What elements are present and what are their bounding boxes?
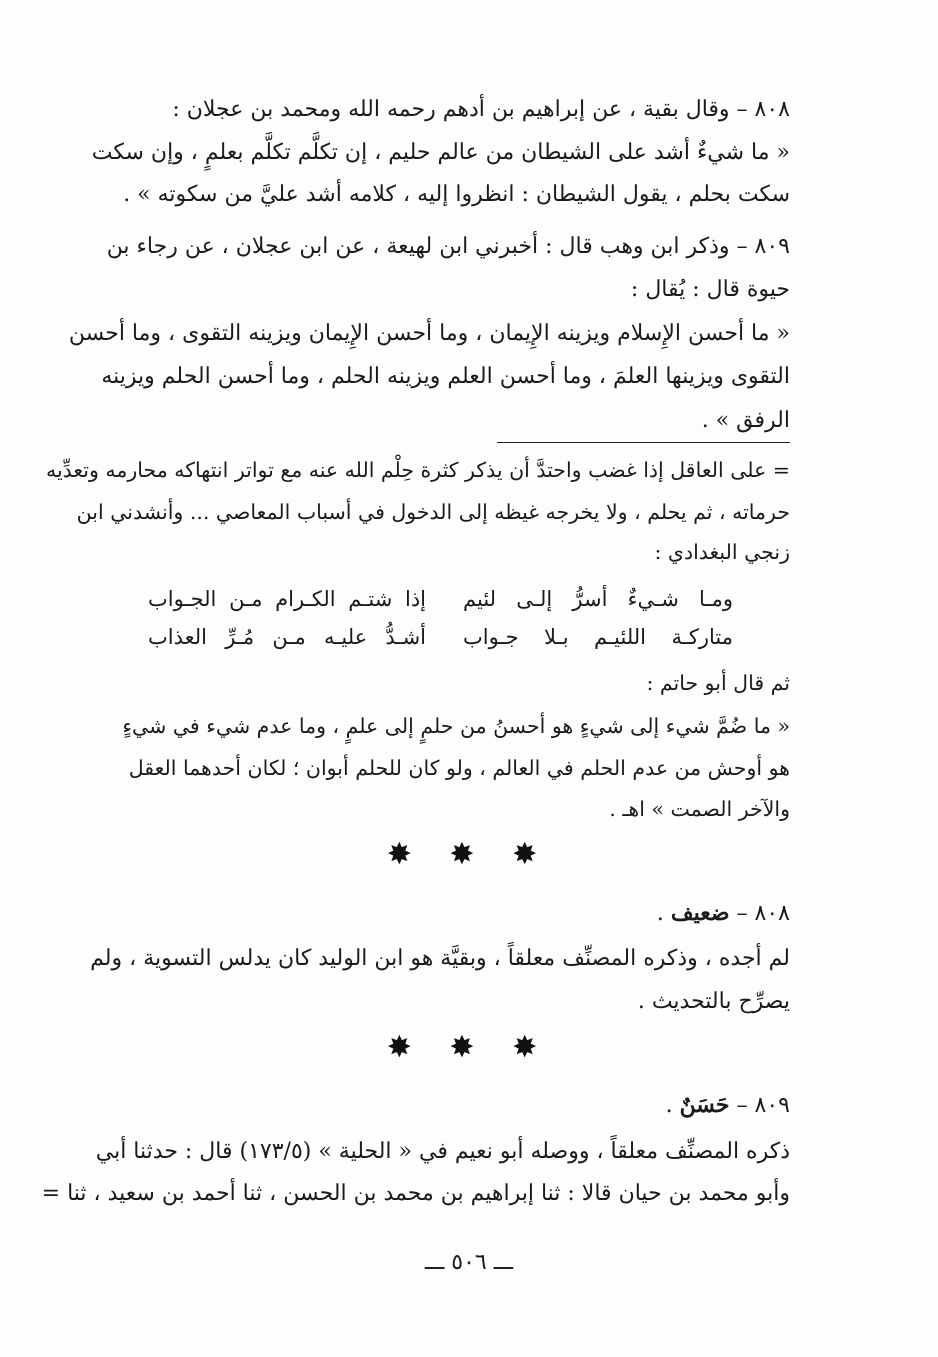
para-808-line-2: « ما شيءٌ أشد على الشيطان من عالم حليم ، إن تكلَّم تكلَّم بعلمٍ ، وإن سكت — [91, 140, 790, 165]
note-809-line-2: وأبو محمد بن حيان قالا : ثنا إبراهيم بن محمد بن الحسن ، ثنا أحمد بن سعيد ، ثنا = — [41, 1181, 790, 1206]
note-809-line-1: ذكره المصنِّف معلقاً ، ووصله أبو نعيم في « الحلية » (١٧٣/٥) قال : حدثنا أبي — [95, 1139, 790, 1164]
verse-2-first-hemistich: متاركـة اللئيـم بـلا جـواب — [463, 625, 733, 649]
note-809-period: . — [665, 1093, 673, 1118]
note-808-number: ٨٠٨ – — [736, 901, 790, 926]
section-separator-stars-2: ✸ ✸ ✸ — [386, 1030, 552, 1065]
para-808-line-1: ٨٠٨ – وقال بقية ، عن إبراهيم بن أدهم رحمه الله ومحمد بن عجلان : — [172, 97, 790, 122]
footnote-line-1: = على العاقل إذا غضب واحتدَّ أن يذكر كثرة حِلْم الله عنه مع تواتر انتهاكه محارمه وتعدِّيه — [45, 458, 790, 482]
footnote-line-2: حرماته ، ثم يحلم ، ولا يخرجه غيظه إلى الدخول في أسباب المعاصي ... وأنشدني ابن — [76, 500, 790, 524]
note-808-line-1: لم أجده ، وذكره المصنِّف معلقاً ، وبقيَّة هو ابن الوليد كان يدلس التسوية ، ولم — [90, 946, 790, 971]
section-separator-stars: ✸ ✸ ✸ — [386, 837, 552, 872]
footnote-line-7: والآخر الصمت » اهـ . — [609, 797, 790, 821]
note-808-line-2: يصرِّح بالتحديث . — [637, 989, 790, 1014]
para-808-line-3: سكت بحلم ، يقول الشيطان : انظروا إليه ، كلامه أشد عليَّ من سكوته » . — [123, 182, 790, 207]
note-809-number: ٨٠٩ – — [736, 1093, 790, 1118]
footnote-line-6: هو أوحش من عدم الحلم في العالم ، ولو كان للحلم أبوان ؛ لكان أحدهما العقل — [128, 756, 790, 780]
page-number: ـــ ٥٠٦ ـــ — [424, 1250, 514, 1275]
note-808-period: . — [656, 901, 664, 926]
verse-1-second-hemistich: إذا شتـم الكـرام مـن الجـواب — [148, 587, 426, 611]
note-809-grade: حَسَنٌ — [679, 1092, 730, 1118]
note-808-heading — [657, 897, 790, 930]
footnote-separator-rule — [497, 442, 790, 443]
footnote-line-4: ثم قال أبو حاتم : — [646, 671, 790, 695]
verse-1-first-hemistich: ومـا شـيءٌ أسرُّ إلـى لئيم — [463, 587, 733, 611]
para-809-line-4: التقوى ويزينها العلمَ ، وما أحسن العلم ويزينه الحلم ، وما أحسن الحلم ويزينه — [101, 364, 790, 389]
para-809-line-5: الرفق » . — [701, 408, 790, 433]
note-808-grade: ضعيف — [670, 900, 730, 926]
para-809-line-2: حيوة قال : يُقال : — [630, 277, 790, 302]
para-809-line-1: ٨٠٩ – وذكر ابن وهب قال : أخبرني ابن لهيعة ، عن ابن عجلان ، عن رجاء بن — [106, 234, 790, 259]
para-809-line-3: « ما أحسن الإِسلام ويزينه الإِيمان ، وما أحسن الإِيمان ويزينه التقوى ، وما أحسن — [68, 321, 790, 346]
note-809-heading — [666, 1089, 790, 1122]
footnote-line-3: زنجي البغدادي : — [654, 540, 790, 564]
footnote-line-5: « ما ضُمَّ شيء إلى شيءٍ هو أحسنُ من حلمٍ إلى علمٍ ، وما عدم شيء في شيءٍ — [122, 714, 790, 738]
verse-2-second-hemistich: أشـدُّ عليـه مـن مُـرِّ العذاب — [148, 625, 426, 649]
